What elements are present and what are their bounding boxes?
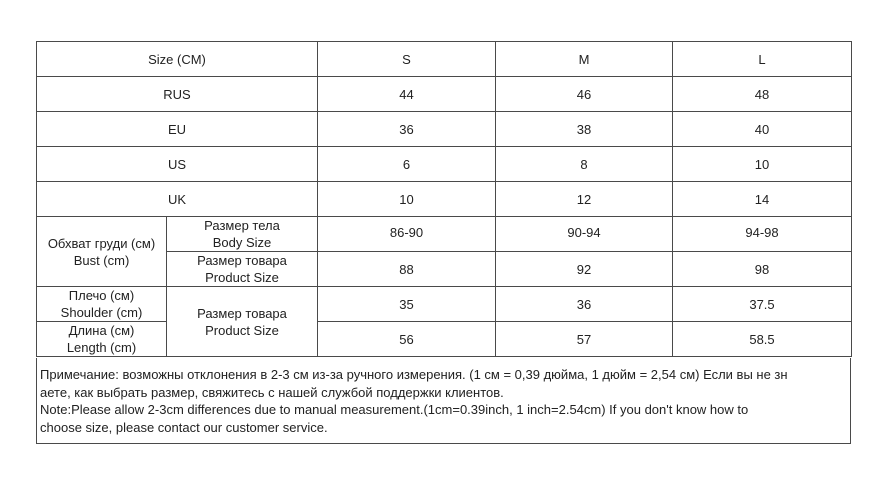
measurement-note — [36, 358, 851, 444]
table-row-length — [37, 322, 852, 357]
body-size-label-en: Body Size — [212, 235, 272, 250]
bust-body-s: 86-90 — [318, 217, 496, 252]
note-en-line-2: choose size, please contact our customer service. — [40, 419, 328, 435]
uk-l: 14 — [673, 182, 852, 217]
size-header-label: Size (CM) — [37, 42, 318, 77]
us-m: 8 — [496, 147, 673, 182]
bust-label-ru: Обхват груди (см) — [47, 235, 156, 251]
us-label: US — [37, 147, 318, 182]
rus-l: 48 — [673, 77, 852, 112]
size-m-header: M — [496, 42, 673, 77]
us-s: 6 — [318, 147, 496, 182]
length-l: 58.5 — [673, 322, 852, 357]
uk-s: 10 — [318, 182, 496, 217]
length-label-ru: Длина (см) — [68, 323, 135, 338]
bust-label — [37, 217, 167, 287]
length-s: 56 — [318, 322, 496, 357]
shoulder-l: 37.5 — [673, 287, 852, 322]
shoulder-label-ru: Плечо (см) — [68, 288, 135, 303]
eu-m: 38 — [496, 112, 673, 147]
eu-label: EU — [37, 112, 318, 147]
length-label-en: Length (cm) — [66, 340, 137, 355]
note-ru-line-1: Примечание: возможны отклонения в 2-3 см из-за ручного измерения. (1 см = 0,39 дюйма, 1 дюйм = 2,54 см) Если вы не зн — [40, 367, 788, 382]
length-label — [37, 322, 167, 357]
bust-product-size-label — [167, 252, 318, 287]
note-en-line-1: Note:Please allow 2-3cm differences due to manual measurement.(1cm=0.39inch, 1 inch=2.54cm) If you don't know how to — [40, 402, 749, 417]
product-size-group-label-ru: Размер товара — [197, 305, 287, 321]
bust-body-m: 90-94 — [496, 217, 673, 252]
size-chart-table — [36, 41, 852, 357]
length-m: 57 — [496, 322, 673, 357]
bust-product-size-label-en: Product Size — [205, 270, 279, 285]
size-s-header: S — [318, 42, 496, 77]
table-row-us — [37, 147, 852, 182]
table-row-uk — [37, 182, 852, 217]
bust-product-s: 88 — [318, 252, 496, 287]
shoulder-s: 35 — [318, 287, 496, 322]
header-row — [37, 42, 852, 77]
uk-m: 12 — [496, 182, 673, 217]
body-size-label — [167, 217, 318, 252]
size-l-header: L — [673, 42, 852, 77]
bust-product-l: 98 — [673, 252, 852, 287]
eu-s: 36 — [318, 112, 496, 147]
rus-s: 44 — [318, 77, 496, 112]
eu-l: 40 — [673, 112, 852, 147]
table-row-rus — [37, 77, 852, 112]
product-size-group-label-en: Product Size — [205, 322, 279, 338]
table-row-eu — [37, 112, 852, 147]
shoulder-m: 36 — [496, 287, 673, 322]
bust-product-size-label-ru: Размер товара — [197, 253, 287, 268]
note-ru-line-2: аете, как выбрать размер, свяжитесь с нашей службой поддержки клиентов. — [40, 384, 504, 400]
table-row-shoulder — [37, 287, 852, 322]
bust-body-l: 94-98 — [673, 217, 852, 252]
body-size-label-ru: Размер тела — [204, 218, 280, 233]
rus-m: 46 — [496, 77, 673, 112]
bust-label-en: Bust (cm) — [73, 252, 130, 268]
us-l: 10 — [673, 147, 852, 182]
shoulder-label — [37, 287, 167, 322]
rus-label: RUS — [37, 77, 318, 112]
uk-label: UK — [37, 182, 318, 217]
product-size-group-label — [167, 287, 318, 357]
shoulder-label-en: Shoulder (cm) — [60, 305, 143, 320]
bust-product-m: 92 — [496, 252, 673, 287]
table-row-bust-body — [37, 217, 852, 252]
